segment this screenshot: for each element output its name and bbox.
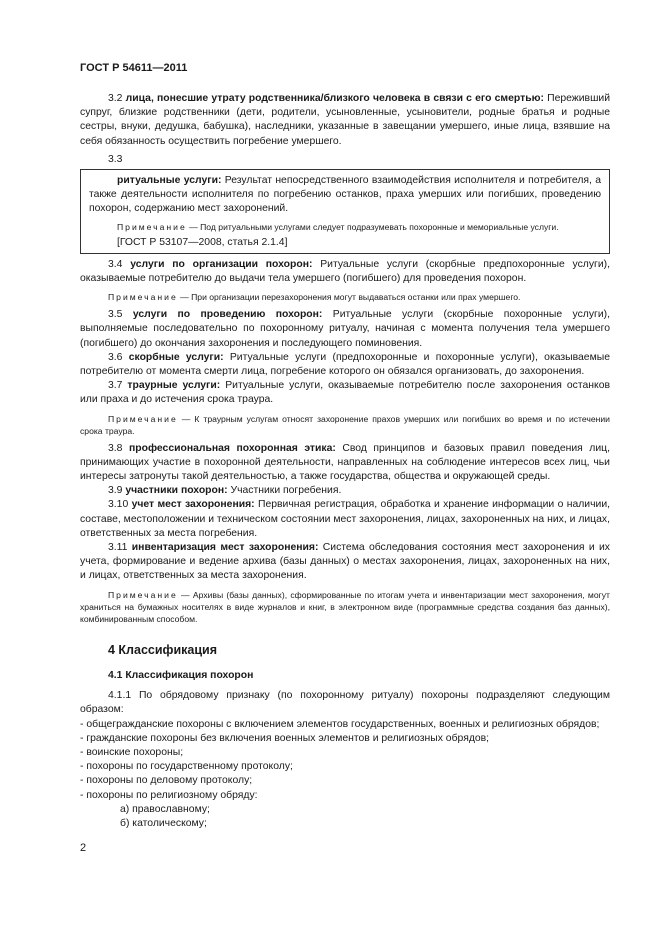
term-3-8 xyxy=(80,442,610,485)
term-definition: Ритуальные услуги (скорбные предпохоронные услуги), оказываемые потребителю до выдачи тела умершего (погибшего) для проведения похорон. xyxy=(80,258,610,285)
term-3-2 xyxy=(80,92,610,149)
term-definition: Ритуальные услуги (предпохоронные и похоронные услуги), оказываемые потребителю от момента смерти лица, погребение которого он обязался организовать, до захоронения. xyxy=(80,351,610,378)
term-number: 3.5 xyxy=(108,309,123,321)
term-title: участники похорон: xyxy=(125,485,228,497)
sub-list-item: б) католическому; xyxy=(120,817,207,829)
note xyxy=(80,589,610,625)
reference: [ГОСТ Р 53107—2008, статья 2.1.4] xyxy=(117,236,288,248)
term-number: 3.8 xyxy=(108,442,123,454)
term-definition: Ритуальные услуги (скорбные похоронные услуги), выполняемые последовательно по похоронному ритуалу, начиная с момента получения тела умершего (погибшего) до окончания захоронения и последующего поминовения. xyxy=(80,309,610,349)
term-definition: Первичная регистрация, обработка и хранение информации о наличии, составе, местоположении и техническом состоянии мест захоронения, лицах, захороненных на них, и лицах, ответственных за места погребения. xyxy=(80,499,611,539)
term-number: 3.4 xyxy=(108,258,123,270)
term-title: учет мест захоронения: xyxy=(131,499,255,511)
note xyxy=(89,221,601,233)
term-definition: Система обследования состояния мест захоронения и их учета, формирование и ведение архива (базы данных) о местах захоронения, лицах, захороненных на них, и лицах, ответственных за места захоронения. xyxy=(80,542,610,582)
list-item: - похороны по государственному протоколу; xyxy=(80,761,293,773)
term-definition: Свод принципов и базовых правил поведения лиц, принимающих участие в похоронной деятельности, направленных на соблюдение интересов всех лиц, чьи интересы затронуты такой деятельностью, а также государства, общества и окружающей среды. xyxy=(80,442,610,483)
note-label: Примечание xyxy=(108,589,178,600)
note-text: — Под ритуальными услугами следует подразумевать похоронные и мемориальные услуги. xyxy=(186,221,559,232)
list-item: - гражданские похороны без включения военных элементов и религиозных обрядов; xyxy=(80,732,490,744)
term-number: 3.2 xyxy=(108,93,123,104)
page-number: 2 xyxy=(80,842,87,854)
note-text: — При организации перезахоронения могут выдаваться останки или прах умершего. xyxy=(177,292,521,303)
document-code: ГОСТ Р 54611—2011 xyxy=(80,62,188,74)
term-3-10 xyxy=(80,498,610,541)
term-3-3-box xyxy=(80,169,610,254)
term-3-4 xyxy=(80,258,610,286)
term-definition: Результат непосредственного взаимодействия исполнителя и потребителя, а также деятельности исполнителя по погребению останков, праха умерших или погибших, проведению похорон, содержанию мест захоронений. xyxy=(89,175,601,215)
term-number: 3.6 xyxy=(108,351,123,363)
term-3-5 xyxy=(80,308,610,351)
list-item: - общегражданские похороны с включением элементов государственных, военных и религиозных обрядов; xyxy=(80,718,600,730)
term-3-3-number: 3.3 xyxy=(108,153,123,165)
term-title: инвентаризация мест захоронения: xyxy=(131,542,319,554)
section-heading: 4 Классификация xyxy=(108,642,218,657)
term-title: профессиональная похоронная этика: xyxy=(128,442,336,454)
term-number: 3.10 xyxy=(108,499,129,511)
note-label: Примечание xyxy=(108,413,178,424)
note xyxy=(80,291,610,303)
classification-intro: 4.1.1 По обрядовому признаку (по похоронному ритуалу) похороны подразделяют следующим образом: xyxy=(80,690,610,716)
term-definition: Участники погребения. xyxy=(227,485,342,497)
term-3-7 xyxy=(80,379,610,407)
sub-list-item: а) православному; xyxy=(120,803,210,815)
term-title: скорбные услуги: xyxy=(128,351,224,363)
term-number: 3.9 xyxy=(108,485,123,497)
term-3-3 xyxy=(89,174,601,217)
note xyxy=(80,413,610,437)
document-body xyxy=(80,92,610,831)
note-label: Примечание xyxy=(108,292,178,303)
term-number: 3.11 xyxy=(108,542,128,554)
note-label: Примечание xyxy=(117,221,187,232)
list-item: - воинские похороны; xyxy=(80,746,184,758)
list-item: - похороны по религиозному обряду: xyxy=(80,789,258,801)
term-title: ритуальные услуги: xyxy=(117,175,222,187)
term-definition: Переживший супруг, близкие родственники (дети, родители, усыновленные, усыновители, родные братья и родные сестры, внуки, дедушка, бабушка), наследники, указанные в завещании умершего, иные лица, взявшие на себя обязанность осуществить погребение умершего. xyxy=(80,93,611,147)
term-title: услуги по проведению похорон: xyxy=(132,309,323,321)
note-text: — Архивы (базы данных), сформированные по итогам учета и инвентаризации мест захоронения, могут храниться на бумажных носителях в виде журналов и книг, в электронном виде (программные средства создания баз данных), комбинированным способом. xyxy=(80,589,610,624)
term-title: лица, понесшие утрату родственника/близкого человека в связи с его смертью: xyxy=(125,93,544,104)
note-text: — К траурным услугам относят захоронение прахов умерших или погибших во время и по истечении срока траура. xyxy=(80,413,610,436)
term-3-6 xyxy=(80,351,610,379)
term-3-11 xyxy=(80,541,610,584)
term-title: траурные услуги: xyxy=(127,380,221,392)
list-item: - похороны по деловому протоколу; xyxy=(80,775,253,787)
term-3-9 xyxy=(80,484,610,498)
term-title: услуги по организации похорон: xyxy=(130,258,313,270)
subsection-heading: 4.1 Классификация похорон xyxy=(108,669,254,681)
term-number: 3.7 xyxy=(108,380,123,392)
term-definition: Ритуальные услуги, оказываемые потребителю после захоронения останков или праха и до истечения срока траура. xyxy=(80,380,610,406)
